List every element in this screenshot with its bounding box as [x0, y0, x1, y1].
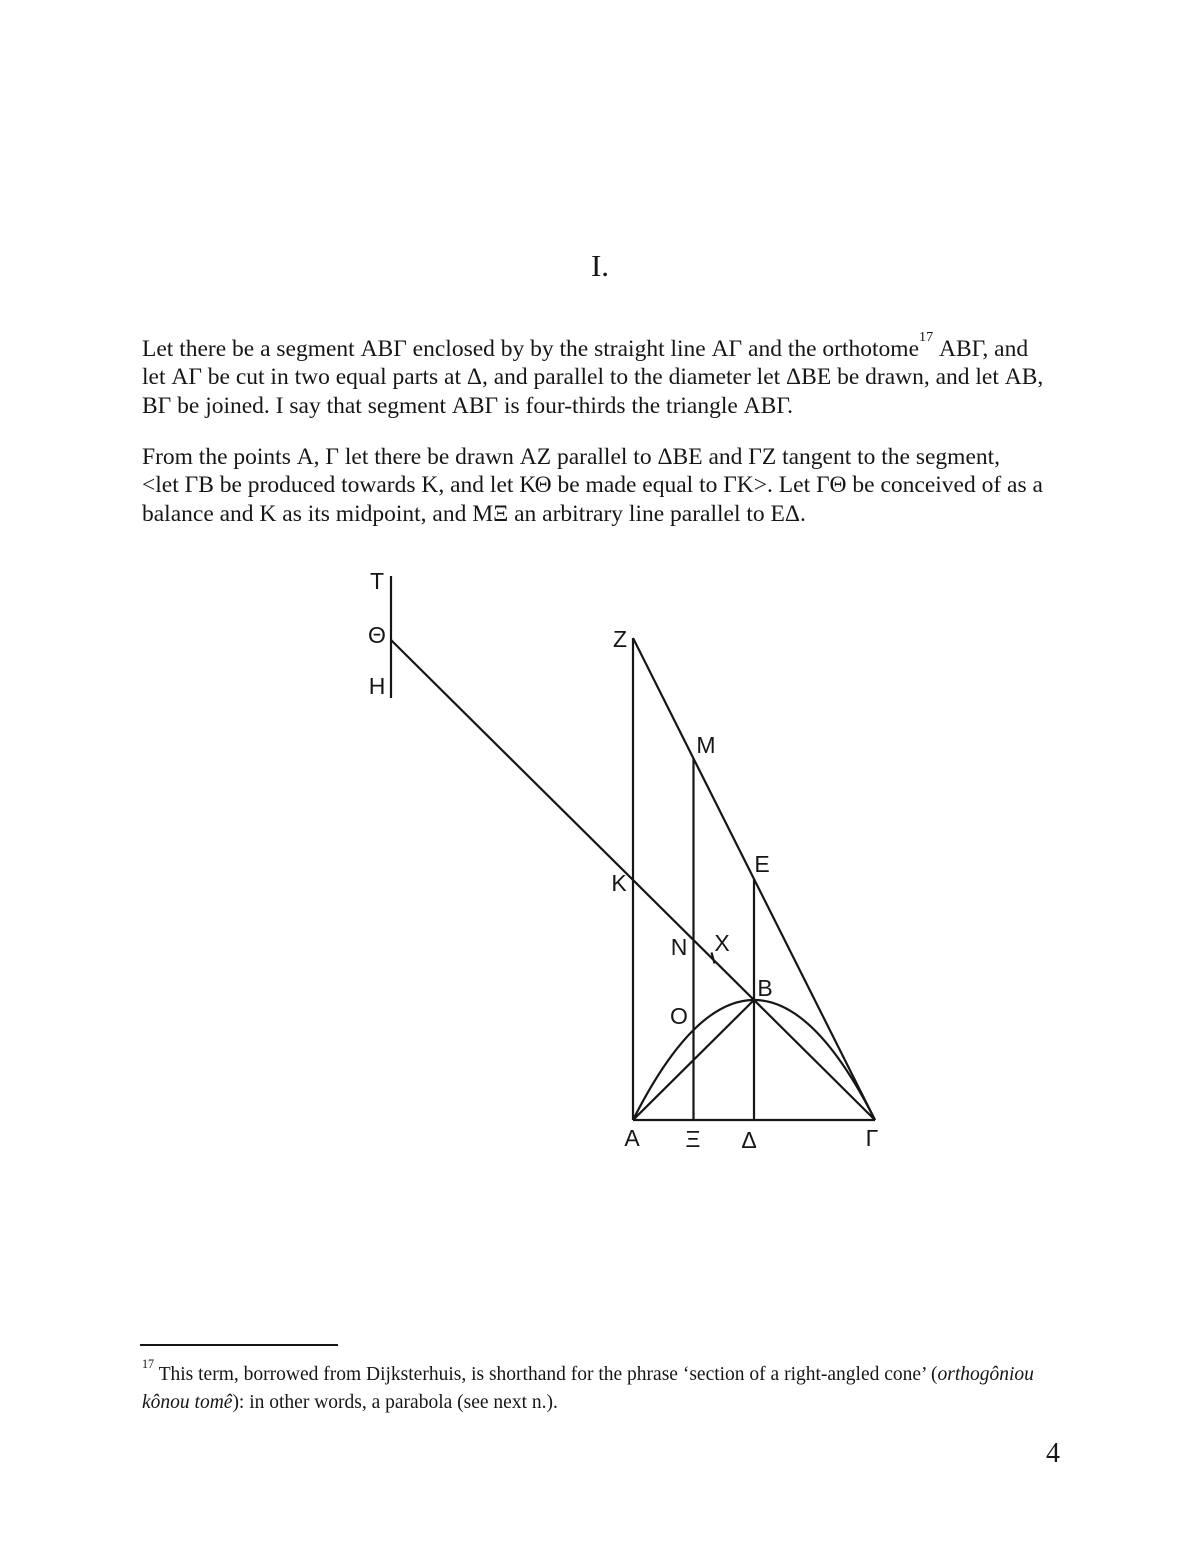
footnote-line-2: [142, 1391, 1082, 1415]
paragraph-2-line-2: <let ΓΒ be produced towards Κ, and let ΚΘ be made equal to ΓΚ>. Let ΓΘ be conceived of as a: [142, 472, 1043, 499]
label-M: Μ: [696, 732, 716, 758]
label-E: Ε: [754, 851, 770, 877]
footnote-italic-term: kônou tomê: [142, 1392, 233, 1413]
section-heading: I.: [590, 248, 610, 283]
page-number: 4: [1046, 1438, 1060, 1469]
footnote-text: This term, borrowed from Dijksterhuis, is shorthand for the phrase ‘section of a right-angled cone’ (: [154, 1364, 938, 1385]
footnote-separator: [140, 1344, 338, 1346]
label-O: Ο: [670, 1003, 688, 1029]
footnote-text: ): in other words, a parabola (see next n.).: [232, 1392, 558, 1413]
footnote-italic-term: orthogôniou: [937, 1364, 1034, 1385]
label-A: Α: [624, 1125, 640, 1151]
label-Z: Ζ: [612, 626, 628, 652]
label-B: Β: [757, 975, 773, 1001]
label-K: Κ: [611, 870, 627, 896]
text-run: ΑΒΓ, and: [933, 336, 1029, 362]
label-gamma: Γ: [865, 1125, 879, 1151]
paragraph-2-line-3: balance and Κ as its midpoint, and ΜΞ an arbitrary line parallel to ΕΔ.: [142, 500, 806, 527]
label-T: Τ: [369, 568, 385, 594]
paragraph-1-line-3: ΒΓ be joined. I say that segment ΑΒΓ is four-thirds the triangle ΑΒΓ.: [142, 392, 793, 419]
paragraph-1-line-2: let ΑΓ be cut in two equal parts at Δ, and parallel to the diameter let ΔΒΕ be drawn, and let ΑΒ,: [142, 364, 1044, 391]
label-H: Η: [368, 673, 386, 699]
label-X: Χ: [714, 930, 730, 956]
paragraph-2-line-1: From the points Α, Γ let there be drawn ΑΖ parallel to ΔΒΕ and ΓΖ tangent to the segment,: [142, 444, 1001, 470]
label-N: Ν: [670, 934, 688, 960]
text-run: Let there be a segment ΑΒΓ enclosed by by the straight line ΑΓ and the orthotome: [142, 336, 920, 362]
footnote-marker: 17: [142, 1356, 155, 1371]
footnote-line-1: [142, 1356, 1082, 1387]
label-delta: Δ: [741, 1127, 757, 1153]
footnote-reference: 17: [919, 328, 934, 345]
label-xi: Ξ: [685, 1126, 701, 1152]
label-theta: Θ: [368, 622, 386, 648]
